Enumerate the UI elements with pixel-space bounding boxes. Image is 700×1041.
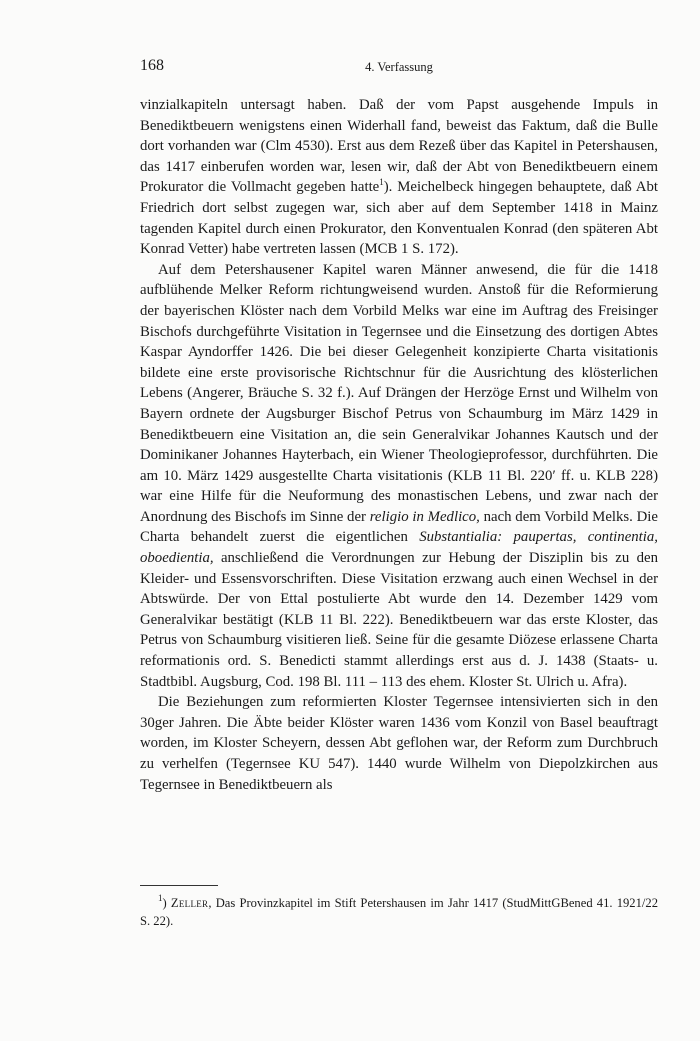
footnote-author: Zeller (170, 896, 209, 910)
footnote-divider (140, 885, 218, 886)
footnote-text: , Das Provinzkapitel im Stift Petershausen im Jahr 1417 (StudMittGBened 41. 1921/22 S. 22). (140, 896, 658, 928)
running-head: 4. Verfassung (365, 60, 433, 74)
text-run: anschließend die Verordnungen zur Hebung der Disziplin bis zu den Kleider- und Essensvorschriften. Diese Visitation erzwang auch einen Wechsel in der Abtswürde. Der von Ettal postulierte Abt wurde den 14. Dezember 1429 vom Generalvikar bestätigt (KLB 11 Bl. 222). Benediktbeuern war das erste Kloster, das Petrus von Schaumburg visitieren ließ. Seine für die gesamte Diözese erlassene Charta reformationis ord. S. Benedicti stammt allerdings erst aus d. J. 1438 (Staats- u. Stadtbibl. Augsburg, Cod. 198 Bl. 111 – 113 des ehem. Kloster St. Ulrich u. Afra). (140, 550, 658, 690)
text-run: nach dem Vorbild Melks. Die Charta behandelt zuerst die eigentlichen (140, 508, 658, 546)
page-number: 168 (140, 57, 164, 74)
footnote-marker: 1 (158, 893, 163, 903)
text-run: vinzialkapiteln untersagt haben. Daß der vom Papst ausgehende Impuls in Benediktbeuern wenigstens einen Widerhall fand, beweist das Faktum, daß die Bulle dort vorhanden war (Clm 4530). Erst aus dem Rezeß über das Kapitel in Petershausen, das 1417 einberufen worden war, lesen wir, daß der Abt von Benediktbeuern einem Prokurator die Vollmacht gegeben hatte (140, 97, 658, 196)
footnote-reference: 1 (379, 177, 384, 188)
paragraph (140, 95, 658, 260)
paragraph (140, 692, 658, 795)
text-run: Auf dem Petershausener Kapitel waren Männer anwesend, die für die 1418 aufblühende Melker Reform richtungweisend wurden. Anstoß für die Reformierung der bayerischen Klöster nach dem Vorbild Melks war eine im Auftrag des Freisinger Bischofs durchgeführte Visitation in Tegernsee und die Einsetzung des dortigen Abtes Kaspar Ayndorffer 1426. Die bei dieser Gelegenheit konzipierte Charta visitationis bildete eine erste provisorische Richtschnur für die Ausrichtung des klösterlichen Lebens (Angerer, Bräuche S. 32 f.). Auf Drängen der Herzöge Ernst und Wilhelm von Bayern ordnete der Augsburger Bischof Petrus von Schaumburg im März 1429 in Benediktbeuern eine Visitation an, die sein Generalvikar Johannes Kautsch und der Dominikaner Johannes Hayterbach, ein Wiener Theologieprofessor, durchführten. Die am 10. März 1429 ausgestellte Charta visitationis (KLB 11 Bl. 220′ ff. u. KLB 228) war eine Hilfe für die Neuformung des monastischen Lebens, und zwar nach der Anordnung des Bischofs im Sinne der (140, 261, 658, 525)
page-header (140, 56, 658, 78)
body-text (140, 95, 658, 795)
footnote: $^1$) Zeller, Das Provinzkapitel im Stift Petershausen im Jahr 1417 (StudMittGBened 41. 1921/22 S. 22). (140, 893, 658, 928)
text-run: Die Beziehungen zum reformierten Kloster Tegernsee intensivierten sich in den 30ger Jahren. Die Äbte beider Klöster waren 1436 vom Konzil von Basel beauftragt worden, im Kloster Scheyern, dessen Abt geflohen war, der Reform zum Durchbruch zu verhelfen (Tegernsee KU 547). 1440 wurde Wilhelm von Diepolzkirchen aus Tegernsee in Benediktbeuern als (140, 694, 658, 793)
paragraph (140, 260, 658, 692)
italic-text: religio in Medlico, (369, 508, 480, 525)
italic-text: Substantialia: paupertas, continentia, oboedientia, (140, 529, 658, 567)
text-run: ). Meichelbeck hingegen behauptete, daß Abt Friedrich dort selbst zugegen war, sich aber auf dem September 1418 in Mainz tagenden Kapitel durch einen Prokurator, den Konventualen Konrad (den späteren Abt Konrad Vetter) habe vertreten lassen (MCB 1 S. 172). (140, 179, 658, 258)
